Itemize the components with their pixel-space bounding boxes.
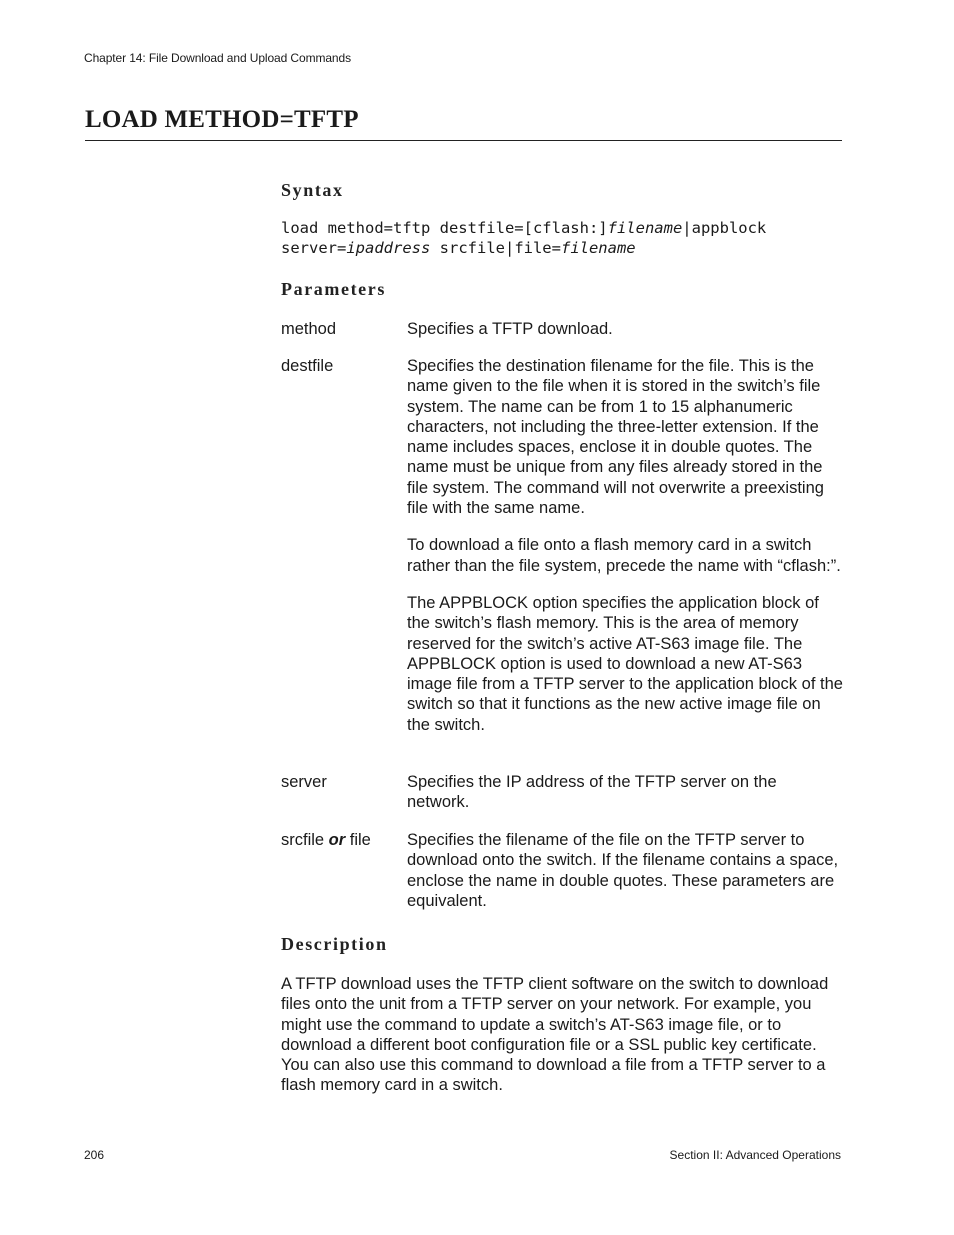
parameter-description (407, 772, 843, 830)
syntax-heading: Syntax (281, 180, 344, 200)
syntax-text: |appblock (682, 219, 767, 237)
title-rule (85, 140, 842, 141)
parameter-paragraph: Specifies the IP address of the TFTP server on the network. (407, 773, 777, 812)
parameter-paragraph: Specifies the destination filename for the file. This is the name given to the file when it is stored in the switch’s file system. The name can be from 1 to 15 alphanumeric characters, not including the three-letter extension. If the name includes spaces, enclose it in double quotes. The name must be unique from any files already stored in the file system. The command will not overwrite a preexisting file with the same name. (407, 357, 824, 518)
parameter-paragraph: To download a file onto a flash memory card in a switch rather than the file system, precede the name with “cflash:”. (407, 536, 841, 575)
syntax-text: load method=tftp destfile=[cflash:] (281, 219, 608, 237)
running-header: Chapter 14: File Download and Upload Commands (84, 51, 351, 65)
syntax-placeholder: filename (560, 239, 636, 257)
parameter-name: destfile (281, 357, 334, 375)
parameter-name-part: srcfile (281, 831, 329, 849)
syntax-placeholder: ipaddress (346, 239, 431, 257)
parameter-name (281, 830, 401, 850)
page-number: 206 (84, 1148, 105, 1162)
syntax-placeholder: filename (607, 219, 683, 237)
parameter-name-or: or (328, 831, 346, 849)
parameter-description (407, 356, 843, 752)
parameter-description (407, 319, 843, 356)
description-heading: Description (281, 934, 388, 954)
parameters-heading: Parameters (281, 279, 386, 299)
syntax-text: srcfile|file= (430, 239, 561, 257)
page-title: LOAD METHOD=TFTP (85, 106, 359, 133)
parameter-paragraph: Specifies the filename of the file on the TFTP server to download onto the switch. If the filename contains a space, enclose the name in double quotes. These parameters are equivalent. (407, 831, 839, 910)
parameter-description (407, 830, 843, 928)
syntax-block (281, 218, 766, 258)
syntax-text: server= (281, 239, 347, 257)
parameter-paragraph: The APPBLOCK option specifies the application block of the switch’s flash memory. This is the area of memory reserved for the switch’s active AT-S63 image file. The APPBLOCK option is used to download a new AT-S63 image file from a TFTP server to the application block of the switch so that it functions as the new active image file on the switch. (407, 593, 843, 734)
parameter-name: method (281, 320, 337, 338)
footer-section: Section II: Advanced Operations (669, 1148, 841, 1162)
parameter-paragraph: Specifies a TFTP download. (407, 320, 613, 338)
parameter-name: server (281, 773, 327, 791)
parameter-name-part: file (345, 831, 371, 849)
description-paragraph: A TFTP download uses the TFTP client software on the switch to download files onto the unit from a TFTP server on your network. For example, you might use the command to update a switch’s AT-S63 image file, or to download a different boot configuration file or a SSL public key certificate. You can also use this command to download a file from a TFTP server to a flash memory card in a switch. (281, 975, 829, 1095)
